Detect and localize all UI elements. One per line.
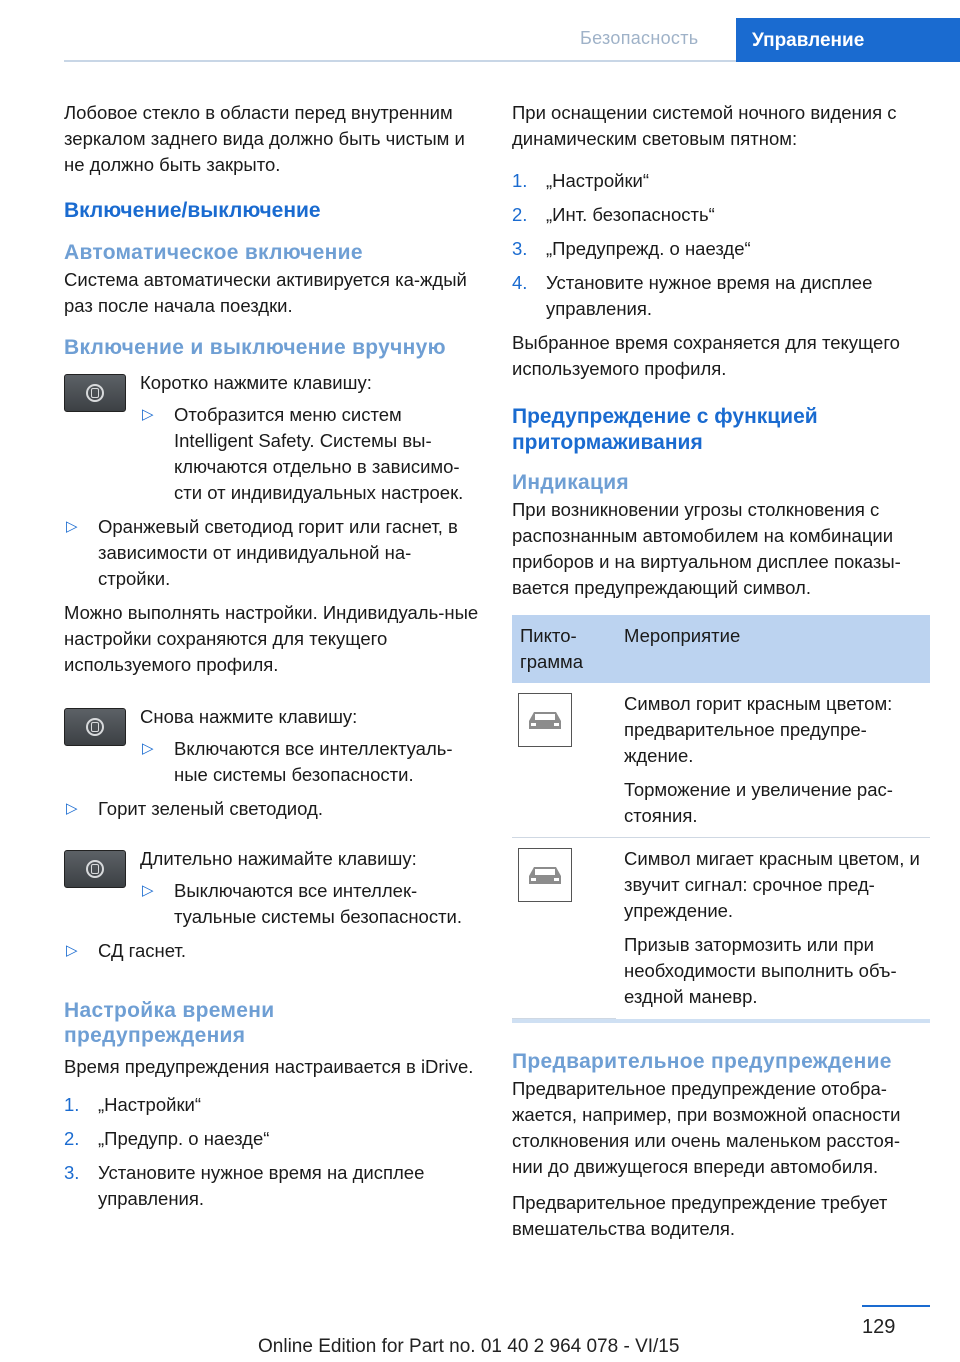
pre-warning-text-2: Предварительное предупреждение требует вмешательства водителя.	[512, 1191, 888, 1239]
right-column	[512, 100, 930, 1252]
display-text: При возникновении угрозы столкновения с распознанным автомобилем на комбинации приборов и на виртуальном дисплее показы-вается предупреждающий символ.	[512, 499, 901, 598]
settings-text: Можно выполнять настройки. Индивидуаль-ные настройки сохраняются для текущего используемого профиля.	[64, 602, 479, 675]
table-row: Символ горит красным цветом: предварительное предупре-ждение. Торможение и увеличение рас-стояния.	[512, 683, 930, 838]
heading-time: Настройка времени предупреждения	[64, 999, 275, 1047]
table-row: Символ мигает красным цветом, и звучит сигнал: срочное пред-упреждение. Призыв затормозить или при необходимости выполнить объ-ездной маневр.	[512, 838, 930, 1019]
table-header-action: Мероприятие	[616, 615, 930, 683]
press-long-block	[64, 846, 480, 930]
night-vision-text: При оснащении системой ночного видения с динамическим световым пятном:	[512, 102, 897, 149]
list-item: 2. „Предупр. о наезде“	[64, 1128, 270, 1149]
auto-text: Система автоматически активируется ка-ждый раз после начала поездки.	[64, 269, 467, 316]
safety-button-icon	[64, 374, 126, 412]
press-again-block	[64, 704, 480, 788]
pictogram-table	[512, 615, 930, 1019]
triangle-bullet-icon: ▷	[142, 740, 154, 757]
page-number: 129	[862, 1316, 896, 1338]
list-item: ▷ СД гаснет.	[64, 938, 480, 964]
heading-onoff: Включение/выключение	[64, 199, 321, 222]
saved-text: Выбранное время сохраняется для текущего используемого профиля.	[512, 332, 900, 379]
left-column	[64, 100, 480, 1220]
intro-text: Лобовое стекло в области перед внутренним зеркалом заднего вида должно быть чистым и не должно быть закрыто.	[64, 102, 465, 175]
triangle-bullet-icon: ▷	[66, 518, 78, 535]
table-header-pictogram: Пикто-грамма	[512, 615, 616, 683]
car-warning-icon	[518, 693, 572, 747]
time-text: Время предупреждения настраивается в iDrive.	[64, 1056, 474, 1077]
table-end-rule	[512, 1019, 930, 1023]
heading-auto: Автоматическое включение	[64, 241, 363, 264]
safety-button-icon	[64, 850, 126, 888]
heading-pre-warning: Предварительное предупреждение	[512, 1049, 892, 1073]
list-item: 3. Установите нужное время на дисплее управления.	[64, 1162, 425, 1209]
tab-safety[interactable]: Безопасность	[580, 28, 699, 48]
heading-braking: Предупреждение с функцией притормаживания	[512, 405, 818, 454]
list-item: ▷ Оранжевый светодиод горит или гаснет, в зависимости от индивидуальной на-стройки.	[66, 516, 458, 589]
press-short-block	[64, 370, 480, 506]
press-again-text: Снова нажмите клавишу:	[140, 706, 358, 727]
edition-text: Online Edition for Part no. 01 40 2 964 078 - VI/15	[258, 1336, 680, 1357]
list-item: ▷ Выключаются все интеллек-туальные системы безопасности.	[142, 880, 463, 927]
time-steps	[64, 1092, 480, 1212]
press-long-text: Длительно нажимайте клавишу:	[140, 848, 417, 869]
heading-manual: Включение и выключение вручную	[64, 336, 446, 359]
safety-button-icon	[64, 708, 126, 746]
list-item: ▷ Горит зеленый светодиод.	[64, 796, 480, 822]
list-item: 1. „Настройки“	[64, 1094, 202, 1115]
triangle-bullet-icon: ▷	[66, 800, 78, 817]
footer-rule	[862, 1305, 930, 1307]
heading-display: Индикация	[512, 471, 629, 494]
triangle-bullet-icon: ▷	[66, 942, 78, 959]
list-item: 1. „Настройки“	[512, 170, 650, 191]
list-item: 3. „Предупрежд. о наезде“	[512, 238, 751, 259]
list-item: ▷ Включаются все интеллектуаль-ные системы безопасности.	[142, 738, 453, 785]
pre-warning-text-1: Предварительное предупреждение отобра-жается, например, при возможной опасности столкновения или очень маленьком расстоя-нии до движущегося впереди автомобиля.	[512, 1077, 901, 1177]
car-warning-icon	[518, 848, 572, 902]
press-short-text: Коротко нажмите клавишу:	[140, 372, 372, 393]
triangle-bullet-icon: ▷	[142, 406, 154, 423]
list-item: ▷ Отобразится меню систем Intelligent Safety. Системы вы-ключаются отдельно в зависимо-сти от индивидуальных настроек.	[142, 404, 464, 503]
list-item: 2. „Инт. безопасность“	[512, 204, 715, 225]
list-item: 4. Установите нужное время на дисплее управления.	[512, 272, 873, 319]
tab-control[interactable]: Управление	[736, 18, 960, 62]
triangle-bullet-icon: ▷	[142, 882, 154, 899]
